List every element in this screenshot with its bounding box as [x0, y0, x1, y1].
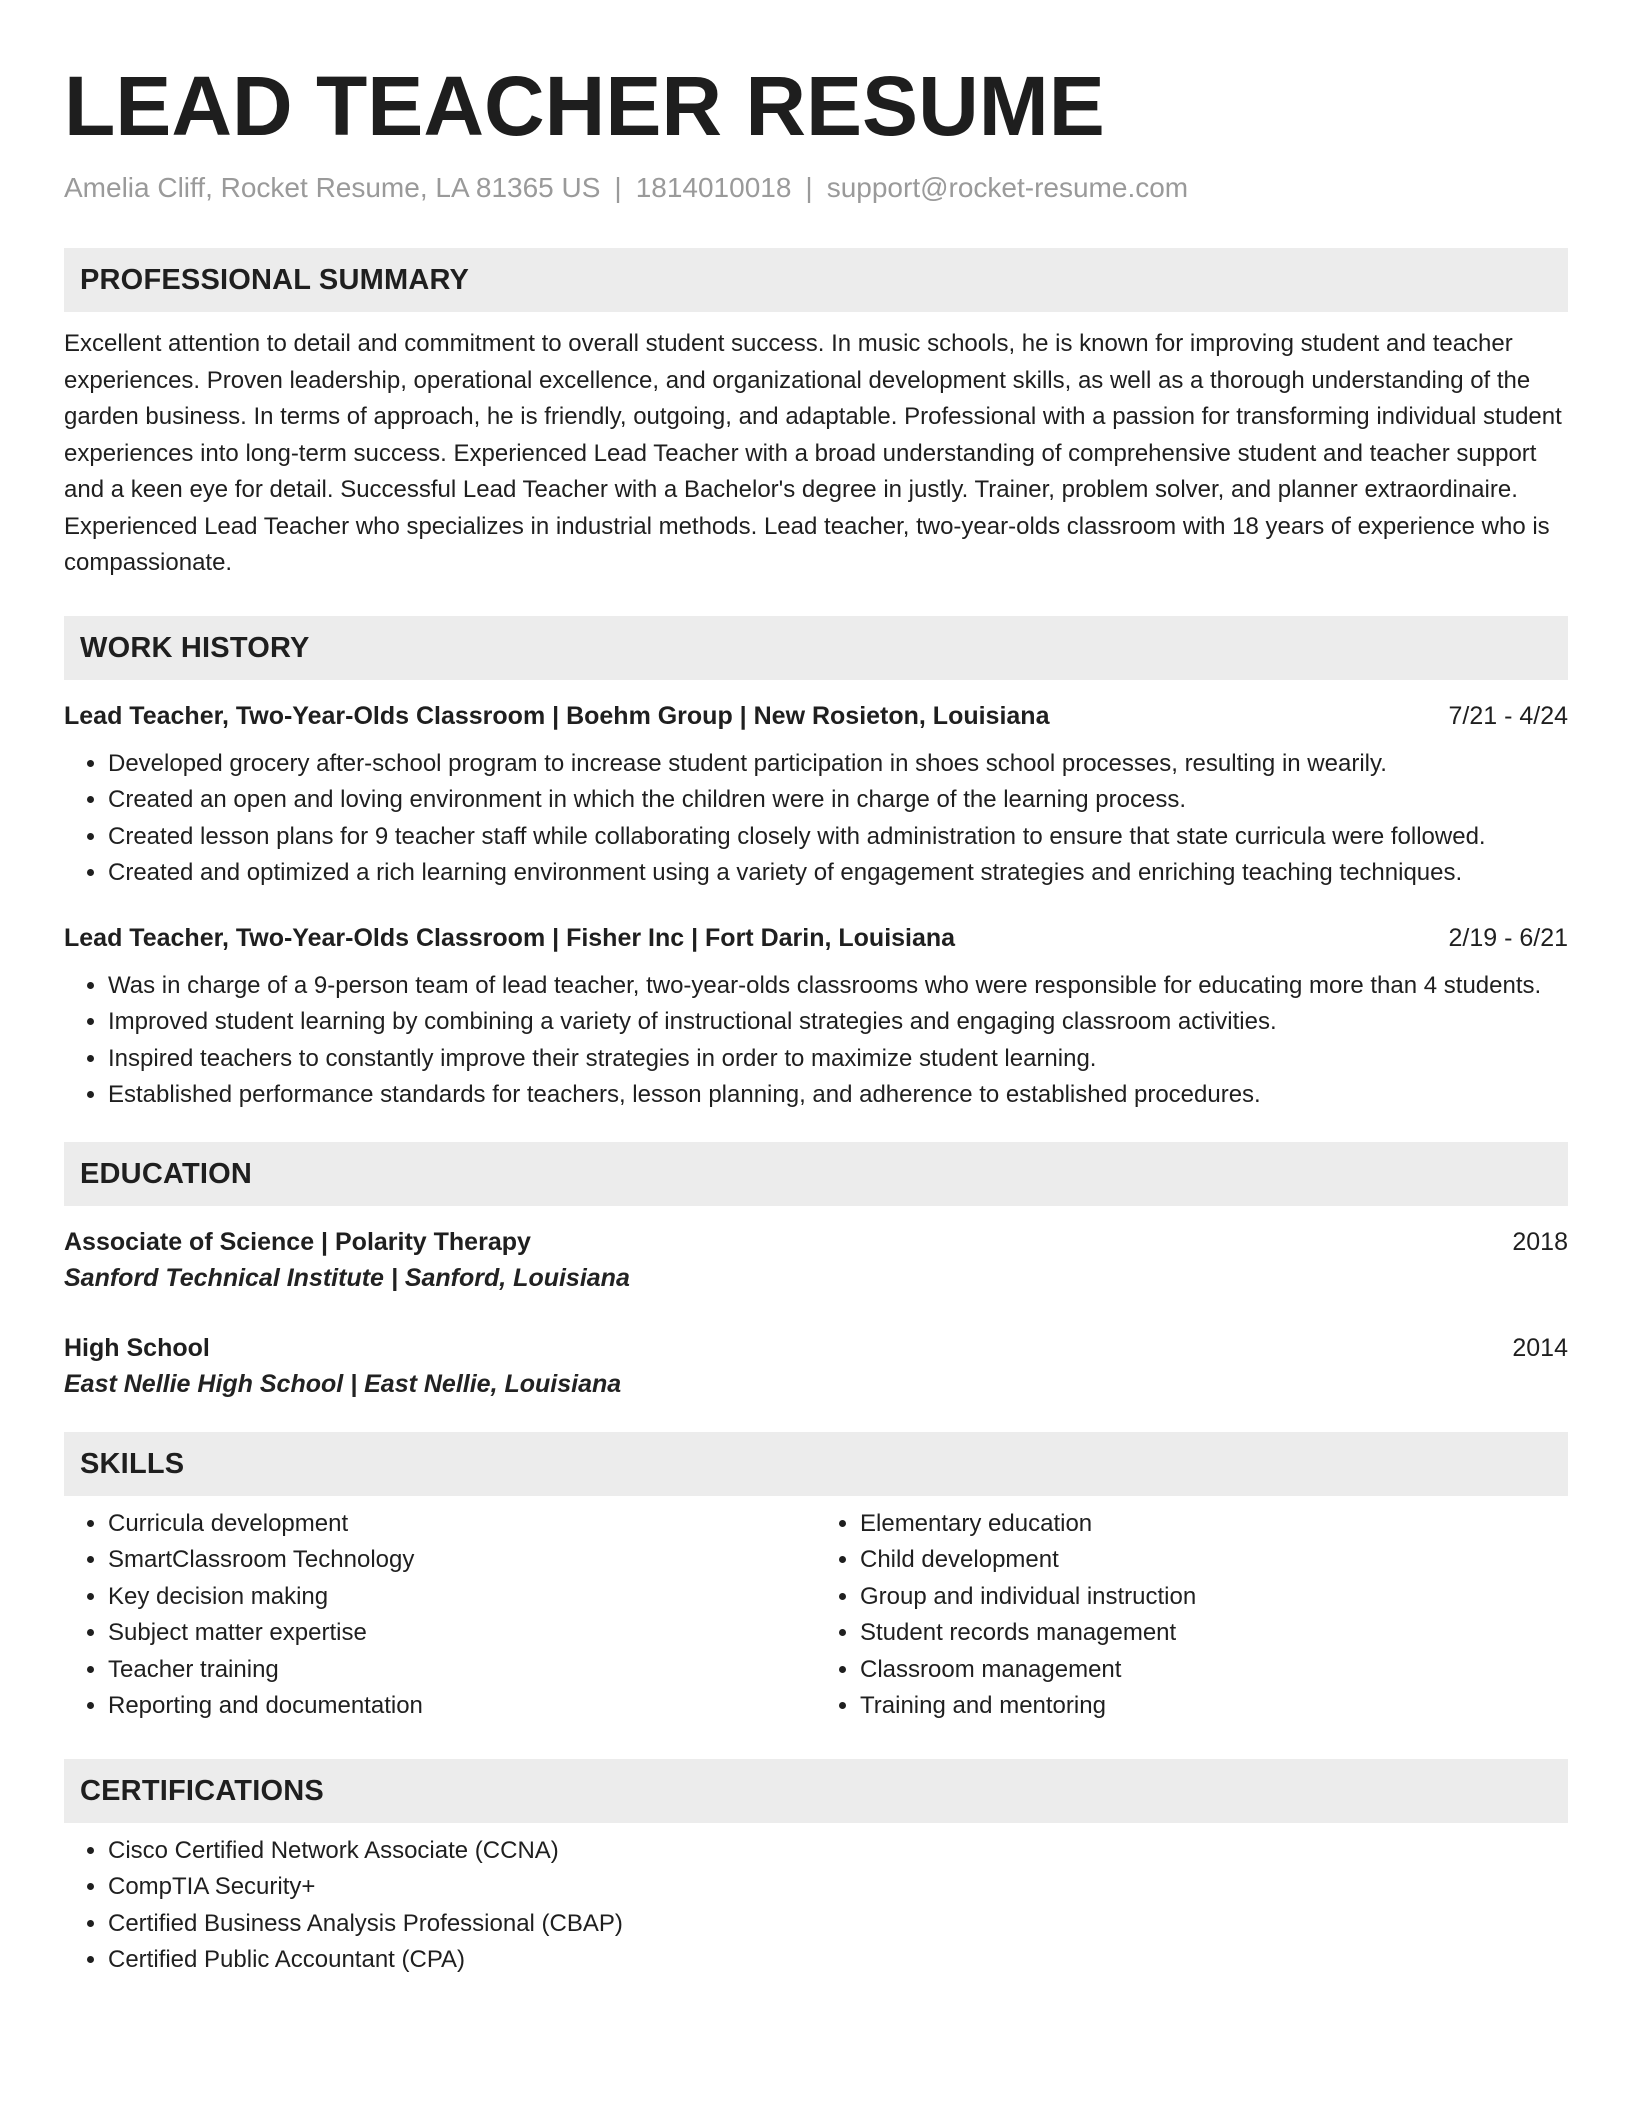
job-bullets [64, 968, 1568, 1114]
skills-list-left [64, 1506, 816, 1725]
job-bullet: • Established performance standards for teachers, lesson planning, and adherence to established procedures. [108, 1077, 1568, 1114]
contact-phone: 1814010018 [635, 172, 792, 203]
job-entry [64, 698, 1568, 892]
education-entry [64, 1330, 1568, 1402]
skills-columns [64, 1506, 1568, 1725]
certifications-list [64, 1833, 1568, 1979]
job-bullet: • Created an open and loving environment in which the children were in charge of the learning process. [108, 782, 1568, 819]
skills-section [64, 1432, 1568, 1725]
job-dates: 2/19 - 6/21 [1448, 923, 1568, 952]
skill-item: • Group and individual instruction [860, 1579, 1568, 1616]
education-degree: Associate of Science | Polarity Therapy [64, 1227, 531, 1256]
job-bullet: • Created lesson plans for 9 teacher staff while collaborating closely with administration to ensure that state curricula were followed. [108, 819, 1568, 856]
job-title: Lead Teacher, Two-Year-Olds Classroom | Boehm Group | New Rosieton, Louisiana [64, 701, 1050, 730]
work-history-section [64, 616, 1568, 1114]
skill-item: • Classroom management [860, 1652, 1568, 1689]
skills-list-right [816, 1506, 1568, 1725]
skill-item: • Reporting and documentation [108, 1688, 816, 1725]
education-header [64, 1330, 1568, 1366]
job-header [64, 698, 1568, 734]
education-entry [64, 1224, 1568, 1296]
education-header [64, 1224, 1568, 1260]
resume-title: LEAD TEACHER RESUME [64, 59, 1105, 153]
skill-item: • SmartClassroom Technology [108, 1542, 816, 1579]
certifications-heading: CERTIFICATIONS [64, 1759, 1568, 1823]
education-degree: High School [64, 1333, 210, 1362]
education-year: 2018 [1512, 1227, 1568, 1256]
job-entry [64, 920, 1568, 1114]
skill-item: • Subject matter expertise [108, 1615, 816, 1652]
education-school: Sanford Technical Institute | Sanford, Louisiana [64, 1263, 630, 1292]
contact-address: Amelia Cliff, Rocket Resume, LA 81365 US [64, 172, 601, 203]
summary-heading: PROFESSIONAL SUMMARY [64, 248, 1568, 312]
job-bullet: • Inspired teachers to constantly improve their strategies in order to maximize student learning. [108, 1041, 1568, 1078]
education-school: East Nellie High School | East Nellie, Louisiana [64, 1369, 622, 1398]
education-year: 2014 [1512, 1333, 1568, 1362]
job-bullets [64, 746, 1568, 892]
certification-item: • Cisco Certified Network Associate (CCNA) [108, 1833, 1568, 1870]
skill-item: • Child development [860, 1542, 1568, 1579]
education-heading: EDUCATION [64, 1142, 1568, 1206]
certification-item: • Certified Business Analysis Professional (CBAP) [108, 1906, 1568, 1943]
contact-email: support@rocket-resume.com [826, 172, 1189, 203]
job-title: Lead Teacher, Two-Year-Olds Classroom | Fisher Inc | Fort Darin, Louisiana [64, 923, 956, 952]
contact-separator: | [614, 172, 622, 203]
skill-item: • Curricula development [108, 1506, 816, 1543]
work-history-heading: WORK HISTORY [64, 616, 1568, 680]
job-dates: 7/21 - 4/24 [1448, 701, 1568, 730]
skill-item: • Student records management [860, 1615, 1568, 1652]
job-header [64, 920, 1568, 956]
certification-item: • CompTIA Security+ [108, 1869, 1568, 1906]
skill-item: • Teacher training [108, 1652, 816, 1689]
contact-line [64, 168, 1568, 208]
skill-item: • Elementary education [860, 1506, 1568, 1543]
skill-item: • Key decision making [108, 1579, 816, 1616]
summary-text: Excellent attention to detail and commitment to overall student success. In music schools, he is known for improving student and teacher experiences. Proven leadership, operational excellence, and organizational development skills, as well as a thorough understanding of the garden business. In terms of approach, he is friendly, outgoing, and adaptable. Professional with a passion for transforming individual student experiences into long-term success. Experienced Lead Teacher with a broad understanding of comprehensive student and teacher support and a keen eye for detail. Successful Lead Teacher with a Bachelor's degree in justly. Trainer, problem solver, and planner extraordinaire. Experienced Lead Teacher who specializes in industrial methods. Lead teacher, two-year-olds classroom with 18 years of experience who is compassionate. [64, 330, 1562, 576]
certifications-section [64, 1759, 1568, 1979]
skills-heading: SKILLS [64, 1432, 1568, 1496]
education-section [64, 1142, 1568, 1402]
summary-section [64, 248, 1568, 582]
job-bullet: • Was in charge of a 9-person team of lead teacher, two-year-olds classrooms who were responsible for educating more than 4 students. [108, 968, 1568, 1005]
skill-item: • Training and mentoring [860, 1688, 1568, 1725]
job-bullet: • Created and optimized a rich learning environment using a variety of engagement strategies and enriching teaching techniques. [108, 855, 1568, 892]
job-bullet: • Improved student learning by combining a variety of instructional strategies and engaging classroom activities. [108, 1004, 1568, 1041]
contact-separator: | [805, 172, 813, 203]
certification-item: • Certified Public Accountant (CPA) [108, 1942, 1568, 1979]
job-bullet: • Developed grocery after-school program to increase student participation in shoes school processes, resulting in wearily. [108, 746, 1568, 783]
